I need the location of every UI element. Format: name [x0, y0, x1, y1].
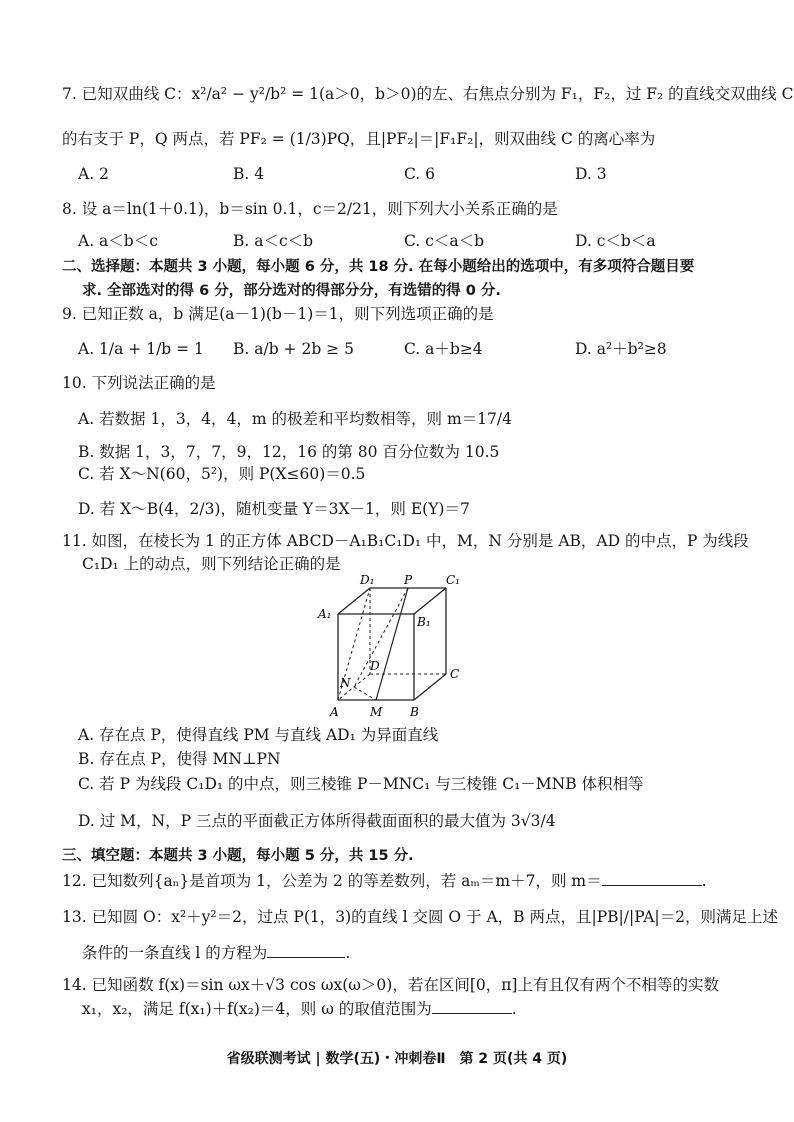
label-b1: B₁	[417, 615, 431, 629]
label-m: M	[370, 705, 383, 719]
cube-figure	[300, 574, 470, 722]
q10-line1: 10. 下列说法正确的是	[62, 374, 216, 392]
q8-option-d: D. c＜b＜a	[575, 232, 656, 250]
q9-option-b: B. a/b + 2b ≥ 5	[233, 340, 354, 358]
q7-option-b: B. 4	[233, 165, 265, 183]
segment-nm	[354, 687, 376, 700]
q9-option-d: D. a²＋b²≥8	[575, 340, 667, 358]
q7-line1: 7. 已知双曲线 C：x²/a² − y²/b² = 1(a＞0，b＞0)的左、右焦点分别为 F₁，F₂，过 F₂ 的直线交双曲线 C	[62, 85, 794, 103]
section2-line1: 二、选择题：本题共 3 小题，每小题 6 分，共 18 分. 在每小题给出的选项中，有多项符合题目要	[62, 259, 695, 275]
segment-pn	[354, 588, 408, 687]
q8-line1: 8. 设 a＝ln(1＋0.1)，b＝sin 0.1，c＝2/21，则下列大小关系正确的是	[62, 200, 558, 218]
label-a1: A₁	[318, 607, 332, 621]
q11-option-c: C. 若 P 为线段 C₁D₁ 的中点，则三棱锥 P－MNC₁ 与三棱锥 C₁－MNB 体积相等	[78, 775, 644, 793]
q11-line2: C₁D₁ 上的动点，则下列结论正确的是	[82, 555, 341, 573]
q7-option-c: C. 6	[404, 165, 436, 183]
edge-a1d1	[338, 588, 370, 614]
label-p: P	[404, 574, 413, 587]
q7-option-a: A. 2	[78, 165, 109, 183]
label-n: N	[340, 676, 351, 690]
q14-line1: 14. 已知函数 f(x)＝sin ωx＋√3 cos ωx(ω＞0)，若在区间[0，π]上有且仅有两个不相等的实数	[62, 976, 719, 994]
q10-option-d: D. 若 X～B(4，2/3)，随机变量 Y＝3X－1，则 E(Y)＝7	[78, 500, 470, 518]
label-a: A	[330, 705, 339, 719]
q14-answer-blank[interactable]	[432, 997, 512, 1014]
q9-option-c: C. a＋b≥4	[404, 340, 483, 358]
label-d1: D₁	[360, 574, 375, 587]
edge-b1c1	[414, 588, 446, 614]
q8-option-b: B. a＜c＜b	[233, 232, 314, 250]
q10-option-b: B. 数据 1，3，7，7，9，12，16 的第 80 百分位数为 10.5	[78, 443, 500, 461]
q11-option-b: B. 存在点 P，使得 MN⊥PN	[78, 750, 281, 768]
edge-bc	[414, 674, 446, 700]
q13-line2: 条件的一条直线 l 的方程为 .	[82, 941, 350, 964]
q14-line2: x₁，x₂，满足 f(x₁)＋f(x₂)＝4，则 ω 的取值范围为 .	[82, 997, 517, 1020]
section2-line2: 求. 全部选对的得 6 分，部分选对的得部分分，有选错的得 0 分.	[82, 283, 501, 299]
label-c1: C₁	[446, 574, 460, 587]
q12-answer-blank[interactable]	[602, 869, 702, 886]
label-d: D	[370, 659, 380, 673]
q13-text: 条件的一条直线 l 的方程为	[82, 944, 268, 962]
q7-option-d: D. 3	[575, 165, 607, 183]
q14-text: x₁，x₂，满足 f(x₁)＋f(x₂)＝4，则 ω 的取值范围为	[82, 1000, 432, 1018]
q13-line1: 13. 已知圆 O：x²＋y²＝2，过点 P(1，3)的直线 l 交圆 O 于 A，B 两点，且|PB|/|PA|＝2，则满足上述	[62, 908, 778, 926]
q10-option-a: A. 若数据 1，3，4，4，m 的极差和平均数相等，则 m＝17/4	[78, 410, 512, 428]
label-c: C	[450, 667, 460, 681]
q10-option-c: C. 若 X～N(60，5²)，则 P(X≤60)＝0.5	[78, 465, 366, 483]
q13-answer-blank[interactable]	[267, 941, 345, 958]
label-b: B	[410, 705, 419, 719]
q11-option-d: D. 过 M，N，P 三点的平面截正方体所得截面面积的最大值为 3√3/4	[78, 812, 556, 830]
q11-line1: 11. 如图，在棱长为 1 的正方体 ABCD－A₁B₁C₁D₁ 中，M，N 分别是 AB，AD 的中点，P 为线段	[62, 532, 749, 550]
q9-line1: 9. 已知正数 a，b 满足(a－1)(b－1)＝1，则下列选项正确的是	[62, 305, 494, 323]
q12-text: 12. 已知数列{aₙ}是首项为 1，公差为 2 的等差数列，若 aₘ＝m＋7，则 m＝	[62, 872, 602, 890]
section3-line1: 三、填空题：本题共 3 小题，每小题 5 分，共 15 分.	[62, 848, 414, 864]
q9-option-a: A. 1/a + 1/b = 1	[78, 340, 204, 358]
q8-option-a: A. a＜b＜c	[78, 232, 158, 250]
q7-line2: 的右支于 P，Q 两点，若 PF₂ = (1/3)PQ，且|PF₂|＝|F₁F₂|，则双曲线 C 的离心率为	[62, 130, 656, 148]
q8-option-c: C. c＜a＜b	[404, 232, 485, 250]
segment-pm	[376, 588, 408, 700]
q11-option-a: A. 存在点 P，使得直线 PM 与直线 AD₁ 为异面直线	[78, 726, 439, 744]
q12-line1: 12. 已知数列{aₙ}是首项为 1，公差为 2 的等差数列，若 aₘ＝m＋7，则 m＝ .	[62, 869, 707, 892]
page-footer: 省级联测考试 | 数学(五)・冲刺卷Ⅱ 第 2 页(共 4 页)	[226, 1051, 568, 1067]
